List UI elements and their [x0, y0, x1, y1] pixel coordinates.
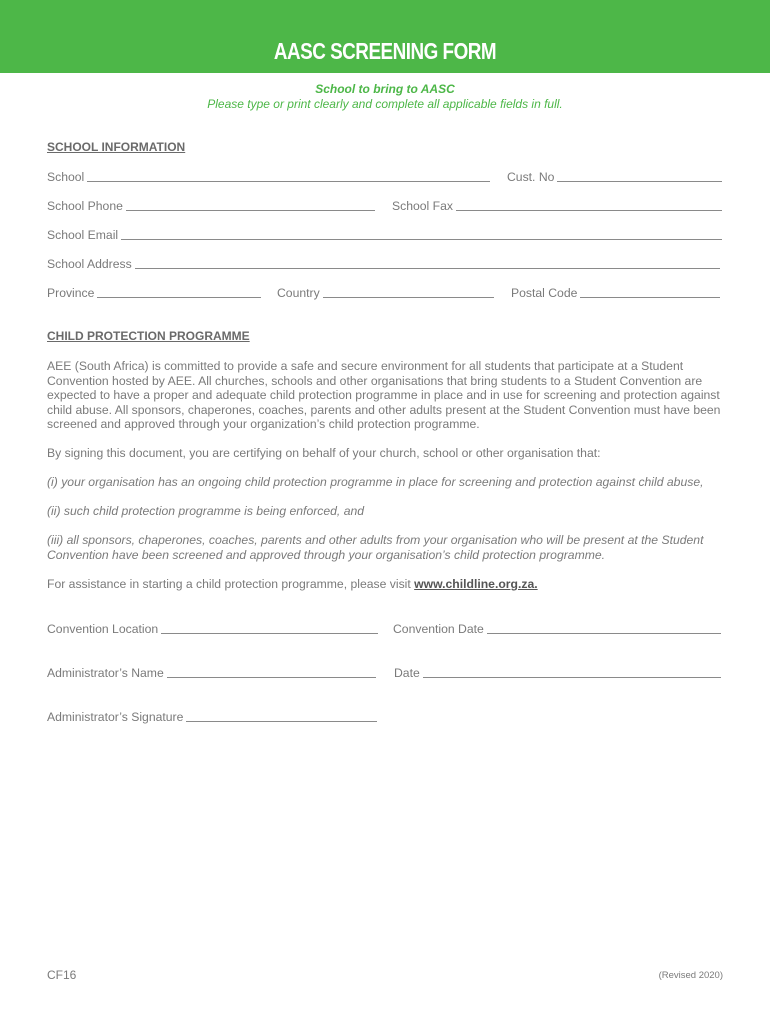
form-instructions: Please type or print clearly and complete all applicable fields in full. [207, 97, 563, 111]
school-address-field[interactable] [47, 256, 720, 271]
postal-code-label: Postal Code [511, 286, 578, 300]
school-field[interactable] [47, 169, 490, 184]
school-fax-input-line[interactable] [456, 198, 722, 211]
postal-code-field[interactable] [511, 285, 720, 300]
school-phone-label: School Phone [47, 199, 123, 213]
province-field[interactable] [47, 285, 261, 300]
administrator-signature-field[interactable] [47, 709, 377, 724]
child-protection-heading: CHILD PROTECTION PROGRAMME [47, 329, 250, 343]
child-protection-intro: AEE (South Africa) is committed to provide a safe and secure environment for all students that participate at a Student Convention hosted by AEE. All churches, schools and other organisations that bring students to a Student Convention are expected to have a proper and adequate child protection programme in place and in use for screening and protection against child abuse. All sponsors, chaperones, coaches, parents and other adults present at the Student Convention must have been screened and approved through your organization’s child protection programme. [47, 359, 721, 432]
convention-location-field[interactable] [47, 621, 378, 636]
convention-location-label: Convention Location [47, 622, 159, 636]
country-field[interactable] [277, 285, 494, 300]
administrator-signature-input-line[interactable] [186, 709, 377, 722]
convention-location-input-line[interactable] [161, 621, 378, 634]
certify-item-1: (i) your organisation has an ongoing child protection programme in place for screening and protection against child abuse, [47, 475, 704, 489]
cust-no-label: Cust. No [507, 170, 555, 184]
assistance-text [47, 577, 727, 592]
school-phone-input-line[interactable] [126, 198, 375, 211]
assistance-label: For assistance in starting a child protection programme, please visit [47, 577, 415, 591]
convention-date-field[interactable] [393, 621, 721, 636]
school-fax-field[interactable] [392, 198, 722, 213]
country-input-line[interactable] [323, 285, 494, 298]
school-address-label: School Address [47, 257, 132, 271]
revision-note: (Revised 2020) [658, 970, 723, 981]
administrator-signature-label: Administrator’s Signature [47, 710, 184, 724]
school-information-heading: SCHOOL INFORMATION [47, 140, 186, 154]
certify-item-2: (ii) such child protection programme is being enforced, and [47, 504, 365, 518]
form-title: AASC SCREENING FORM [273, 38, 497, 64]
date-input-line[interactable] [423, 665, 721, 678]
cust-no-field[interactable] [507, 169, 722, 184]
administrator-name-label: Administrator’s Name [47, 666, 164, 680]
form-code: CF16 [47, 968, 77, 982]
cust-no-input-line[interactable] [557, 169, 722, 182]
school-email-input-line[interactable] [121, 227, 722, 240]
province-label: Province [47, 286, 95, 300]
school-address-input-line[interactable] [135, 256, 720, 269]
certify-statement: By signing this document, you are certifying on behalf of your church, school or other organisation that: [47, 446, 601, 460]
header-banner [0, 0, 770, 73]
convention-date-input-line[interactable] [487, 621, 721, 634]
school-email-field[interactable] [47, 227, 722, 242]
school-label: School [47, 170, 85, 184]
postal-code-input-line[interactable] [580, 285, 720, 298]
province-input-line[interactable] [97, 285, 261, 298]
school-phone-field[interactable] [47, 198, 375, 213]
form-subtitle: School to bring to AASC [315, 82, 455, 96]
childline-link[interactable]: www.childline.org.za. [414, 577, 538, 591]
date-label: Date [394, 666, 420, 680]
administrator-name-field[interactable] [47, 665, 376, 680]
date-field[interactable] [394, 665, 721, 680]
administrator-name-input-line[interactable] [167, 665, 376, 678]
convention-date-label: Convention Date [393, 622, 484, 636]
certify-item-3: (iii) all sponsors, chaperones, coaches, parents and other adults from your organisation who will be present at the Student Convention have been screened and approved through your organisation’s child protection programme. [47, 533, 704, 562]
school-email-label: School Email [47, 228, 119, 242]
school-input-line[interactable] [87, 169, 490, 182]
school-fax-label: School Fax [392, 199, 453, 213]
country-label: Country [277, 286, 320, 300]
